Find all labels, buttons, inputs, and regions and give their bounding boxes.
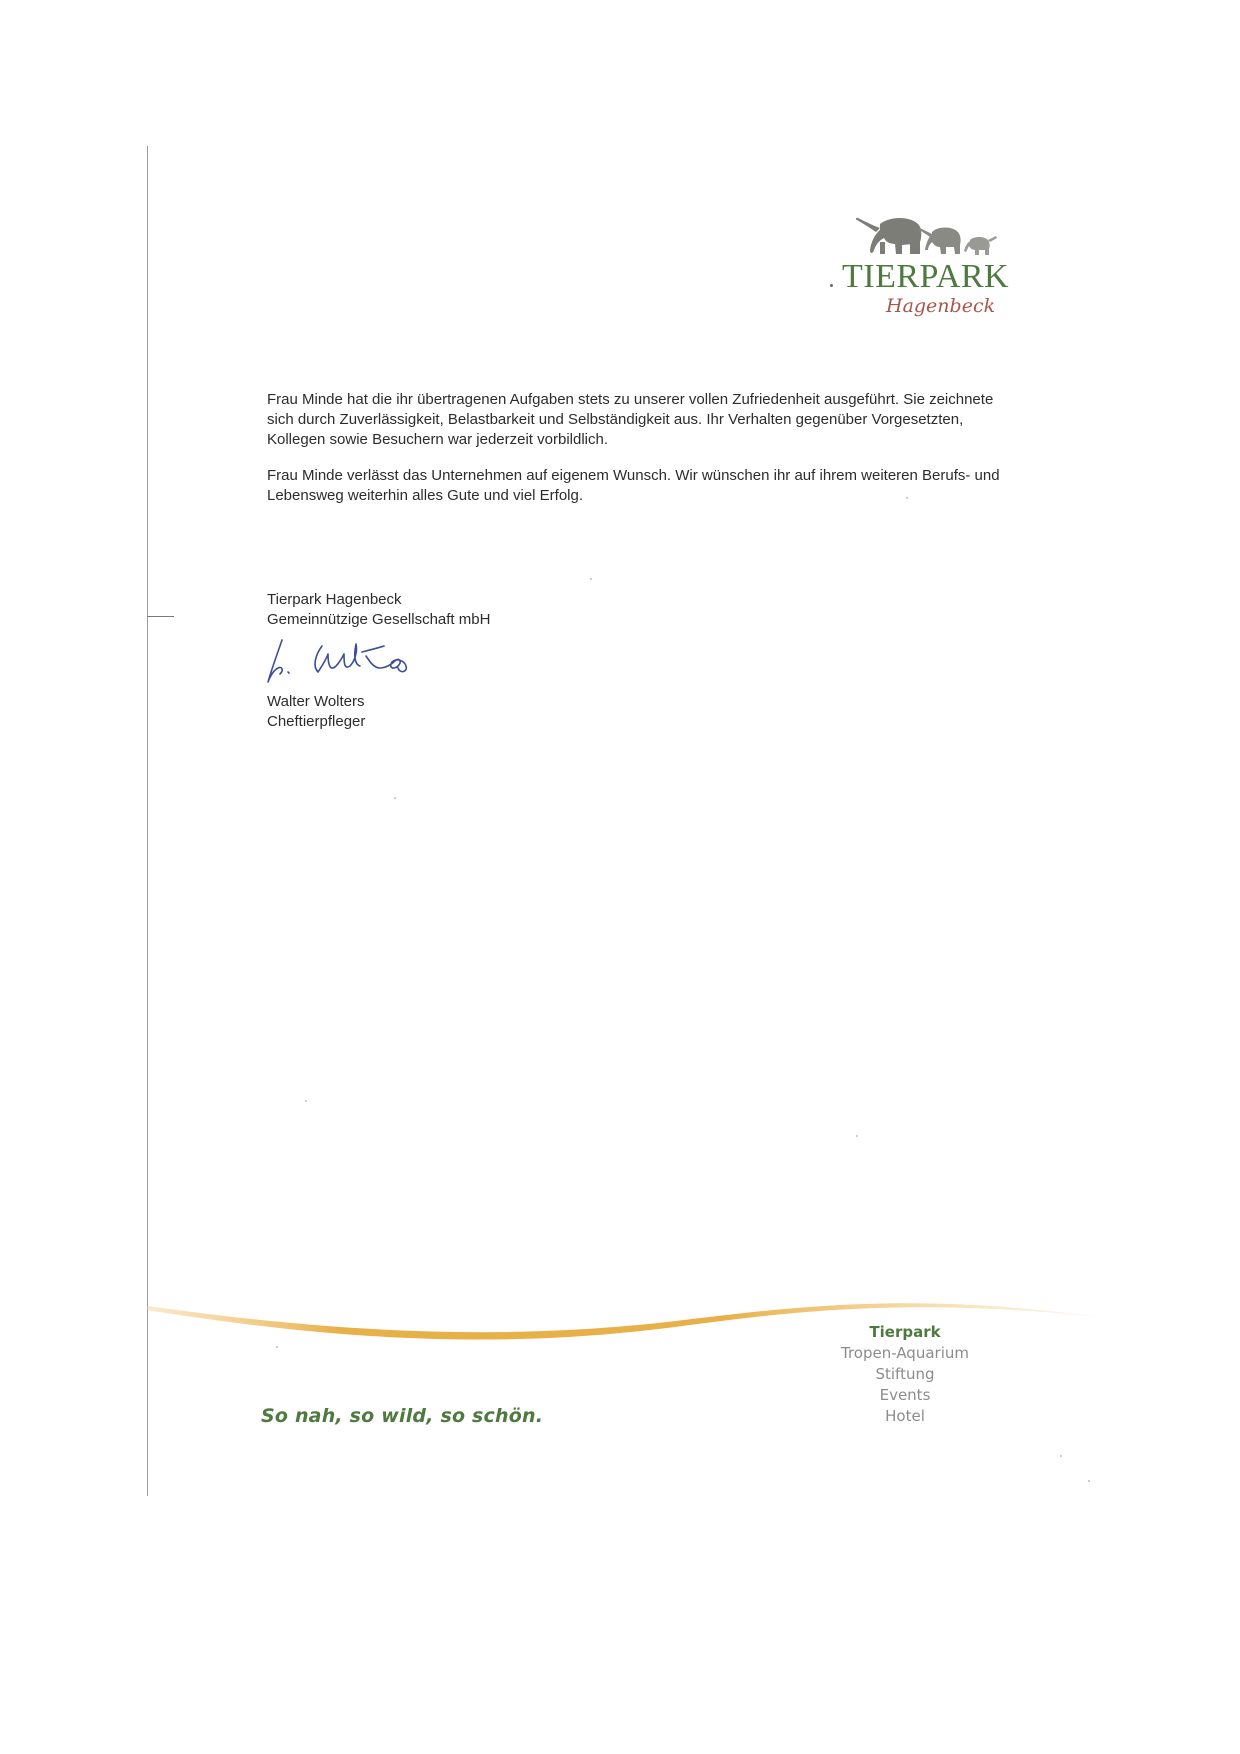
handwritten-signature bbox=[262, 632, 432, 688]
organization-line-1: Tierpark Hagenbeck bbox=[267, 591, 402, 608]
fold-mark bbox=[147, 616, 174, 617]
division-item: Events bbox=[879, 1386, 931, 1404]
scan-speck bbox=[394, 797, 396, 799]
scan-speck bbox=[305, 1100, 307, 1102]
signatory-name: Walter Wolters bbox=[267, 693, 365, 710]
tierpark-logo bbox=[830, 214, 1020, 319]
logo-subtitle: Hagenbeck bbox=[886, 295, 996, 317]
logo-title: TIERPARK bbox=[842, 258, 1010, 295]
scan-speck bbox=[906, 497, 908, 499]
signatory-role: Cheftierpfleger bbox=[267, 713, 366, 730]
elephants-icon bbox=[840, 214, 1010, 262]
scan-speck bbox=[856, 1135, 858, 1137]
organization-name bbox=[267, 590, 667, 630]
logo-dot bbox=[830, 284, 833, 287]
letter-body bbox=[267, 390, 1007, 506]
letter-paragraph: Frau Minde verlässt das Unternehmen auf eigenem Wunsch. Wir wünschen ihr auf ihrem weiteren Berufs- und Lebensweg weiterhin alles Gute und viel Erfolg. bbox=[267, 467, 1000, 504]
organization-line-2: Gemeinnützige Gesellschaft mbH bbox=[267, 611, 491, 628]
division-item: Tropen-Aquarium bbox=[841, 1344, 969, 1362]
division-item: Tierpark bbox=[869, 1323, 941, 1341]
scan-speck bbox=[276, 1346, 278, 1348]
scan-speck bbox=[1088, 1480, 1090, 1482]
footer-divisions bbox=[820, 1322, 990, 1427]
signature-block bbox=[267, 590, 667, 732]
division-item: Hotel bbox=[885, 1407, 925, 1425]
footer-slogan: So nah, so wild, so schön. bbox=[261, 1405, 544, 1427]
letter-paragraph: Frau Minde hat die ihr übertragenen Aufgaben stets zu unserer vollen Zufriedenheit ausgeführt. Sie zeichnete sich durch Zuverlässigkeit, Belastbarkeit und Selbständigkeit aus. Ihr Verhalten gegenüber Vorgesetzten, Kollegen sowie Besuchern war jederzeit vorbildlich. bbox=[267, 391, 994, 448]
division-item: Stiftung bbox=[875, 1365, 935, 1383]
scan-speck bbox=[1060, 1455, 1062, 1457]
signatory bbox=[267, 692, 667, 732]
scan-speck bbox=[590, 578, 592, 580]
